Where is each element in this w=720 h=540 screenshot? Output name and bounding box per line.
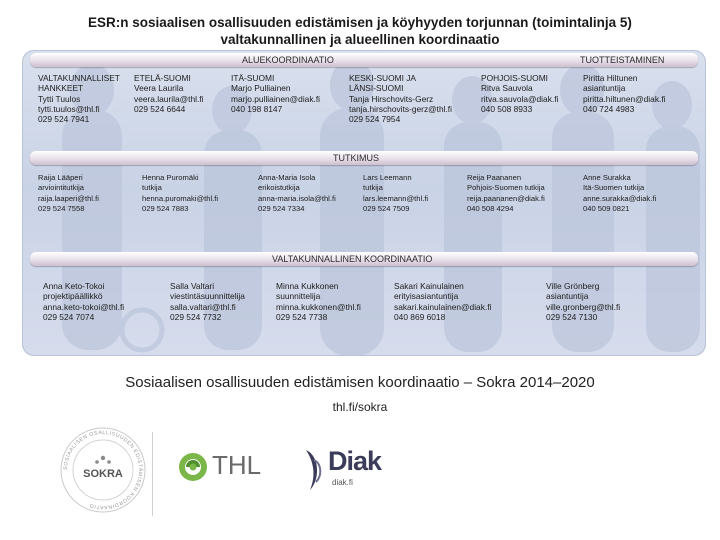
text-line: Itä-Suomen tutkija (583, 183, 645, 193)
tuotteistaminen-col (583, 73, 666, 114)
thl-logo (176, 448, 266, 484)
text-line: erikoistutkija (258, 183, 300, 193)
text-line: Piritta Hiltunen (583, 73, 638, 83)
tutkimus-col-6 (583, 173, 656, 214)
valta-col-2 (170, 281, 245, 322)
alue-col-valtakunnalliset (38, 73, 120, 124)
text-line: ville.gronberg@thl.fi (546, 301, 621, 312)
text-line: ETELÄ-SUOMI (134, 73, 191, 83)
text-line: Anne Surakka (583, 173, 631, 182)
text-line: veera.laurila@thl.fi (134, 93, 204, 104)
diak-logo (302, 446, 392, 494)
sokra-logo (58, 425, 148, 515)
diak-url: diak.fi (332, 478, 353, 487)
text-line: 029 524 6644 (134, 103, 186, 114)
text-line: anne.surakka@diak.fi (583, 193, 657, 203)
text-line: raija.laaperi@thl.fi (38, 193, 99, 203)
text-line: ritva.sauvola@diak.fi (481, 93, 559, 104)
diak-leaf-icon (302, 446, 326, 492)
footer-url-link[interactable]: thl.fi/sokra (332, 400, 388, 414)
title-line-2: valtakunnallinen ja alueellinen koordinaatio (220, 32, 500, 47)
text-line: reija.paananen@diak.fi (467, 193, 545, 203)
text-line: Tanja Hirschovits-Gerz (349, 93, 434, 104)
text-line: suunnittelija (276, 291, 321, 302)
text-line: 029 524 7954 (349, 114, 401, 125)
text-line: minna.kukkonen@thl.fi (276, 301, 361, 312)
tuotteistaminen-label: TUOTTEISTAMINEN (580, 55, 665, 65)
alue-col-pohjois-suomi (481, 73, 558, 114)
text-line: Raija Lääperi (38, 173, 83, 182)
text-line: marjo.pulliainen@diak.fi (231, 93, 321, 104)
text-line: erityisasiantuntija (394, 291, 459, 302)
text-line: tanja.hirschovits-gerz@thl.fi (349, 103, 452, 114)
text-line: Pohjois-Suomen tutkija (467, 183, 545, 193)
text-line: lars.leemann@thl.fi (363, 193, 429, 203)
text-line: 029 524 7883 (142, 203, 189, 213)
page-title (60, 14, 660, 48)
text-line: asiantuntija (546, 291, 589, 302)
tutkimus-bar (30, 151, 698, 165)
text-line: 040 198 8147 (231, 103, 283, 114)
text-line: 029 524 7558 (38, 203, 85, 213)
text-line: arviointitutkija (38, 183, 85, 193)
text-line: Anna-Maria Isola (258, 173, 316, 182)
alue-col-keski-lansi-suomi (349, 73, 452, 124)
text-line: POHJOIS-SUOMI (481, 73, 549, 83)
text-line: viestintäsuunnittelija (170, 291, 245, 302)
text-line: Henna Puromäki (142, 173, 199, 182)
valta-col-3 (276, 281, 361, 322)
text-line: tytti.tuulos@thl.fi (38, 103, 100, 114)
text-line: Minna Kukkonen (276, 281, 339, 291)
text-line: Ritva Sauvola (481, 83, 533, 94)
text-line: anna-maria.isola@thl.fi (258, 193, 336, 203)
text-line: 040 508 8933 (481, 103, 533, 114)
text-line: 040 869 6018 (394, 311, 446, 322)
alue-col-ita-suomi (231, 73, 320, 114)
text-line: Marjo Pulliainen (231, 83, 291, 94)
text-line: Anna Keto-Tokoi (43, 281, 105, 291)
text-line: 029 524 7738 (276, 311, 328, 322)
footer-title: Sosiaalisen osallisuuden edistämisen koordinaatio – Sokra 2014–2020 (125, 374, 595, 391)
aluekoordinaatio-label: ALUEKOORDINAATIO (242, 55, 334, 65)
text-line: asiantuntija (583, 83, 626, 94)
text-line: VALTAKUNNALLISET (38, 73, 120, 83)
text-line: Reija Paananen (467, 173, 522, 182)
text-line: ITÄ-SUOMI (231, 73, 275, 83)
sokra-ring-text: SOSIAALISEN OSALLISUUDEN EDISTÄMISEN KOORDINAATIO (62, 429, 144, 511)
tutkimus-col-2 (142, 173, 218, 214)
text-line: tutkija (142, 183, 162, 193)
tutkimus-col-3 (258, 173, 336, 214)
text-line: tutkija (363, 183, 383, 193)
thl-swirl-icon (176, 450, 210, 484)
valtakunnallinen-bar (30, 252, 698, 266)
tutkimus-col-5 (467, 173, 545, 214)
text-line: salla.valtari@thl.fi (170, 301, 236, 312)
text-line: projektipäällikkö (43, 291, 103, 302)
text-line: 029 524 7732 (170, 311, 222, 322)
valtakunnallinen-label: VALTAKUNNALLINEN KOORDINAATIO (272, 254, 433, 264)
tutkimus-col-4 (363, 173, 428, 214)
title-line-1: ESR:n sosiaalisen osallisuuden edistämisen ja köyhyyden torjunnan (toimintalinja 5) (88, 15, 632, 30)
text-line: sakari.kainulainen@diak.fi (394, 301, 492, 312)
valta-col-1 (43, 281, 124, 322)
text-line: anna.keto-tokoi@thl.fi (43, 301, 125, 312)
text-line: Salla Valtari (170, 281, 215, 291)
text-line: henna.puromaki@thl.fi (142, 193, 219, 203)
text-line: 029 524 7130 (546, 311, 598, 322)
text-line: Sakari Kainulainen (394, 281, 464, 291)
text-line: KESKI-SUOMI JA (349, 73, 417, 83)
text-line: 029 524 7941 (38, 114, 90, 125)
text-line: 040 508 4294 (467, 203, 514, 213)
text-line: 029 524 7074 (43, 311, 95, 322)
tutkimus-col-1 (38, 173, 99, 214)
text-line: HANKKEET (38, 83, 84, 94)
text-line: 029 524 7334 (258, 203, 305, 213)
text-line: Ville Grönberg (546, 281, 600, 291)
divider (152, 432, 153, 516)
diak-wordmark: Diak (328, 446, 382, 476)
text-line: Veera Laurila (134, 83, 184, 94)
thl-wordmark: THL (212, 450, 262, 480)
aluekoordinaatio-bar (30, 53, 698, 67)
tutkimus-label: TUTKIMUS (333, 153, 379, 163)
text-line: Lars Leemann (363, 173, 412, 182)
text-line: 040 509 0821 (583, 203, 630, 213)
text-line: 029 524 7509 (363, 203, 410, 213)
alue-col-etela-suomi (134, 73, 203, 114)
text-line: piritta.hiltunen@diak.fi (583, 93, 666, 104)
text-line: 040 724 4983 (583, 103, 635, 114)
valta-col-5 (546, 281, 620, 322)
valta-col-4 (394, 281, 491, 322)
text-line: Tytti Tuulos (38, 93, 81, 104)
text-line: LÄNSI-SUOMI (349, 83, 404, 94)
sokra-wordmark: SOKRA (83, 468, 123, 480)
